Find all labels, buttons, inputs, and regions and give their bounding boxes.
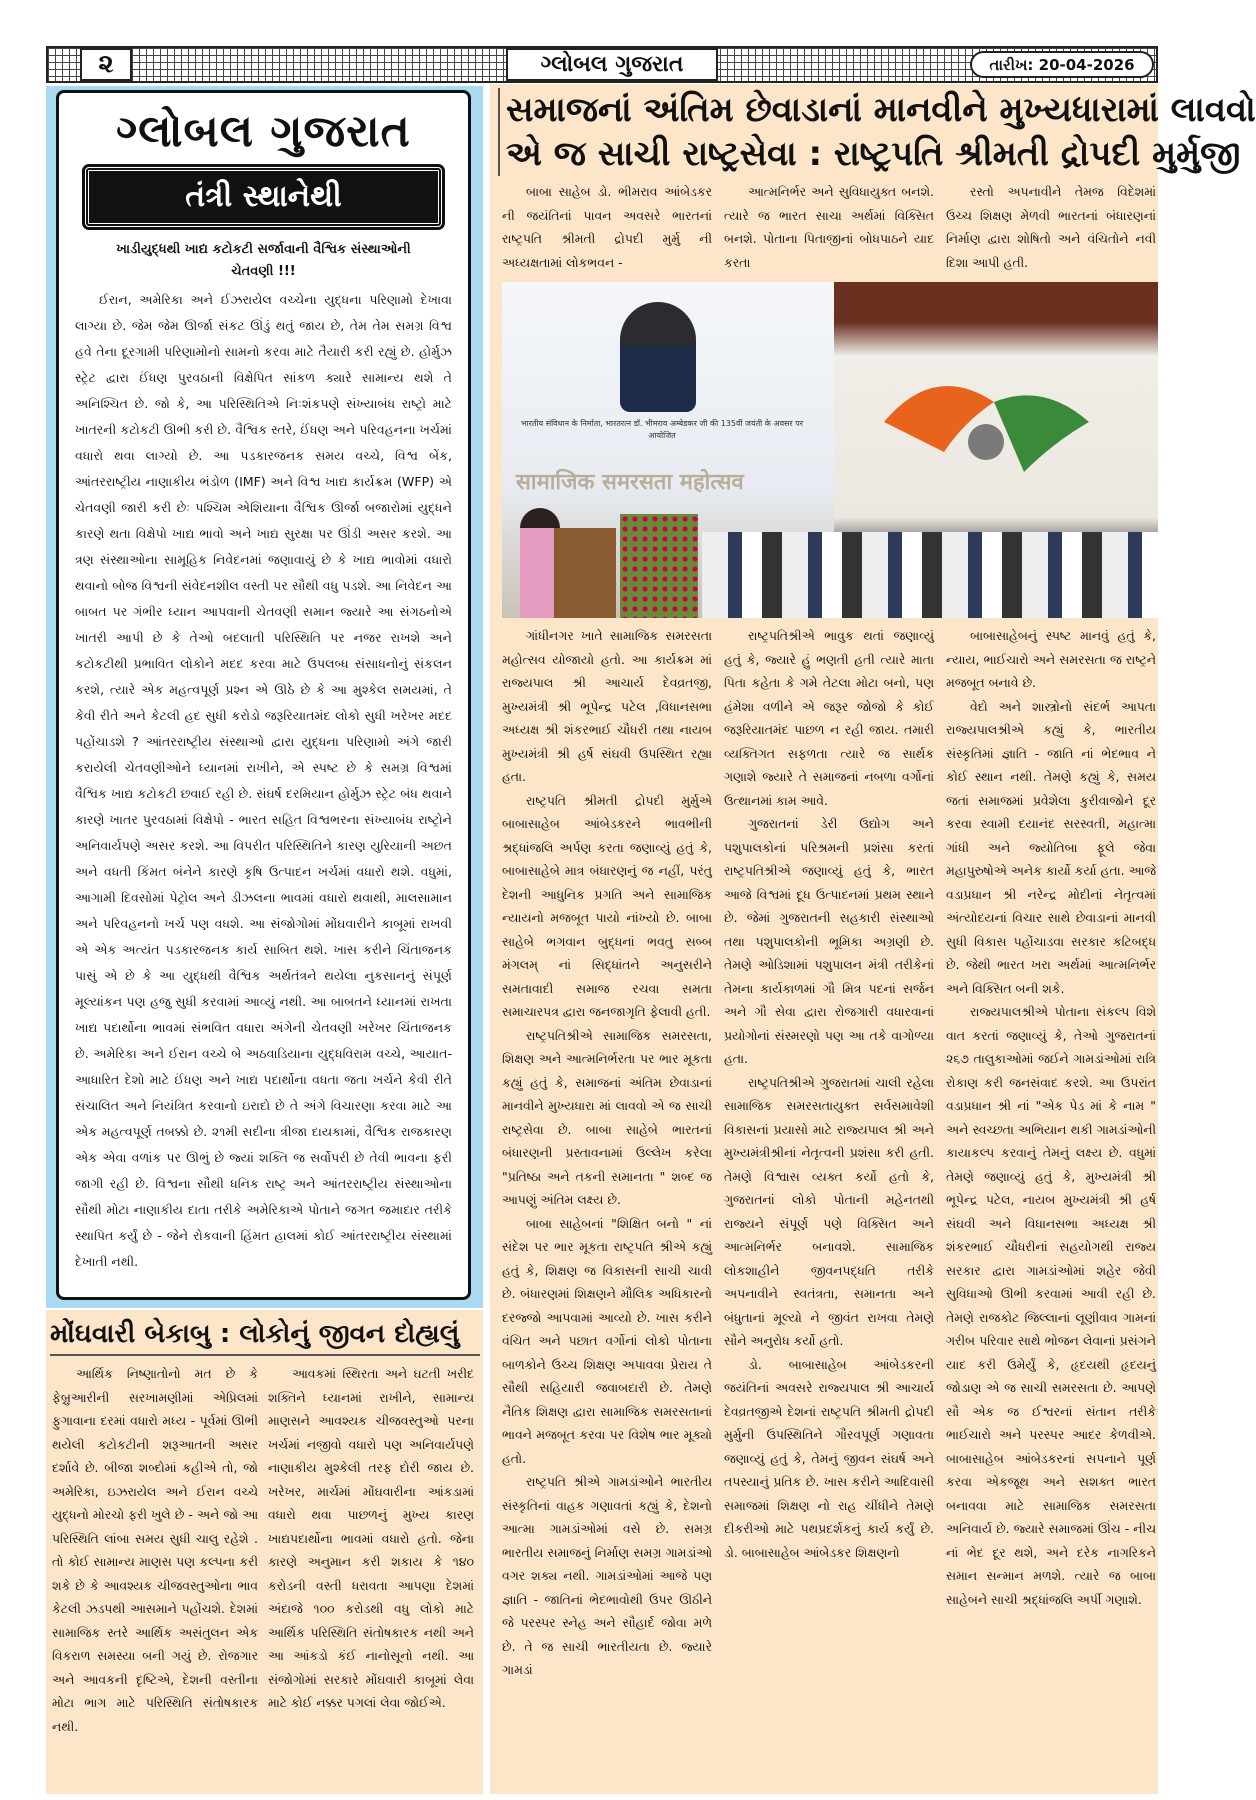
- bottom-column-2: [724, 624, 934, 1790]
- paragraph: રાષ્ટ્રપતિશ્રીએ સામાજિક સમરસતા, શિક્ષણ અને આત્મનિર્ભરતા પર ભાર મૂકતા કહ્યું હતું કે, સમાજનાં અંતિમ છેવાડાનાં માનવીને મુખ્યધારા માં લાવવો એ જ સાચી રાષ્ટ્રસેવા છે. બાબા સાહેબે ભારતનાં બંધારણની પ્રસ્તાવનામાં ઉલ્લેખ કરેલા "પ્રતિષ્ઠા અને તકની સમાનતા " શબ્દ જ આપણું અંતિમ લક્ષ્ય છે.: [502, 1027, 712, 1207]
- ambedkar-portrait: [620, 302, 696, 412]
- masthead: ગ્લોબલ ગુજરાત: [116, 106, 411, 157]
- paragraph: બાબાસાહેબનું સ્પષ્ટ માનવું હતું કે, ન્યાય, ભાઈચારો અને સમરસતા જ રાષ્ટ્રને મજબૂત બનાવે છે.: [946, 628, 1156, 690]
- paragraph: રાષ્ટ્રપતિ શ્રીમતી દ્રોપદી મુર્મુએ બાબાસાહેબ આંબેડકરને ભાવભીની શ્રદ્ધાંજલિ અર્પણ કરતા જણાવ્યું હતું કે, બાબાસાહેબે માત્ર બંધારણનું જ નહીં, પરંતુ દેશની આધુનિક પ્રગતિ અને સામાજિક ન્યાયનો મજબૂત પાયો નાંખ્યો છે. બાબા સાહેબે ભગવાન બુદ્ધનાં ભવતુ સબ્બ મંગલમ્ નાં સિદ્ધાંતને અનુસરીને સમતાવાદી સમાજ રચવા સમતા સમાચારપત્ર દ્વારા જનજાગૃતિ ફેલાવી હતી.: [502, 792, 712, 1019]
- paragraph: ગુજરાતનાં ડેરી ઉદ્યોગ અને પશુપાલકોનાં પરિશ્રમની પ્રશંસા કરતાં રાષ્ટ્રપતિશ્રીએ જણાવ્યું હતું કે, ભારત આજે વિશ્વમાં દૂધ ઉત્પાદનમાં પ્રથમ સ્થાને છે. જેમાં ગુજરાતની સહકારી સંસ્થાઓ તથા પશુપાલકોની ભૂમિકા અગ્રણી છે. તેમણે ઓડિશામાં પશુપાલન મંત્રી તરીકેનાં તેમના કાર્યકાળમાં ગૌ મિત્ર પદનાં સર્જન અને ગૌ સેવા દ્વારા રોજગારી વધારવાનાં પ્રયોગોનાં સંસ્મરણો પણ આ તકે વાગોળ્યા હતા.: [724, 816, 934, 1066]
- headline-line-1: સમાજનાં અંતિમ છેવાડાનાં માનવીને મુખ્યધારામાં લાવવો: [506, 90, 1256, 130]
- editorial-body: [75, 287, 452, 1275]
- main-headline: [498, 88, 1256, 176]
- paragraph: ઈરાન, અમેરિકા અને ઈઝરાયેલ વચ્ચેના યુદ્ધના પરિણામો દેખાવા લાગ્યા છે. જેમ જેમ ઊર્જા સંકટ ઊંડું થતું જાય છે, તેમ તેમ સમગ્ર વિશ્વ હવે તેના દૂરગામી પરિણામોનો સામનો કરવા માટે તૈયારી કરી રહ્યું છે. હોર્મુઝ સ્ટ્રેટ દ્વારા ઈંધણ પુરવઠાની વિક્ષેપિત સાંકળ ક્યારે સામાન્ય થશે તે અનિશ્ચિત છે. જો કે, આ પરિસ્થિતિએ નિઃશંકપણે સંખ્યાબંધ રાષ્ટ્રો માટે ખાતરની કટોકટી ઊભી કરી છે. વૈશ્વિક સ્તરે, ઈંધણ અને પરિવહનના ખર્ચમાં વધારો થવા લાગ્યો છે. આ પડકારજનક સમય વચ્ચે, વિશ્વ બેંક, આંતરરાષ્ટ્રીય નાણાકીય ભંડોળ (IMF) અને વિશ્વ ખાદ્ય કાર્યક્રમ (WFP) એ ચેતવણી જારી કરી છેઃ પશ્ચિમ એશિયાના વૈશ્વિક ઊર્જા બજારોમાં યુદ્ધને કારણે થતા વિક્ષેપો ખાદ્ય ભાવો અને ખાદ્ય સુરક્ષા પર ઊંડી અસર કરશે. આ ત્રણ સંસ્થાઓના સામૂહિક નિવેદનમાં જણાવાયું છે કે ખાદ્ય ભાવોમાં વધારો થવાનો બોજ વિશ્વની સંવેદનશીલ વસ્તી પર સૌથી વધુ પડશે. આ નિવેદન આ બાબત પર ગંભીર ધ્યાન આપવાની ચેતવણી સમાન જ્યારે આ સંગઠનોએ ખાતરી આપી છે કે તેઓ બદલાતી પરિસ્થિતિ પર નજર રાખશે અને કટોકટીથી પ્રભાવિત લોકોને મદદ કરવા માટે ઉપલબ્ધ સંસાધનોનું સંકલન કરશે, ત્યારે એક મહત્વપૂર્ણ પ્રશ્ન એ ઊઠે છે કે આ મુશ્કેલ સમયમાં, તે કેવી રીતે અને કેટલી હદ સુધી કરોડો જરૂરિયાતમંદ લોકો સુધી ખરેખર મદદ પહોંચાડશે ? આંતરરાષ્ટ્રીય સંસ્થાઓ દ્વારા યુદ્ધના પરિણામો અંગે જારી કરાયેલી ચેતવણીઓને ધ્યાનમાં રાખીને, એ સ્પષ્ટ છે કે સમગ્ર વિશ્વમાં વૈશ્વિક ખાદ્ય કટોકટી છવાઈ રહી છે. સંઘર્ષ દરમિયાન હોર્મુઝ સ્ટ્રેટ બંધ થવાને કારણે ખાતર પુરવઠામાં વિક્ષેપો - ભારત સહિત વિશ્વભરના સંખ્યાબંધ રાષ્ટ્રોને અનિવાર્યપણે અસર કરશે. આ વિપરીત પરિસ્થિતિને કારણ યુરિયાની અછત અને વધતી કિંમત બંનેને કારણે કૃષિ ઉત્પાદન ખર્ચમાં વધારો થશે. વધુમાં, આગામી દિવસોમાં પેટ્રોલ અને ડીઝલના ભાવમાં વધારો થવાથી, માલસામાન અને પરિવહનનો ખર્ચ પણ વધશે. આ સંજોગોમાં મોંઘવારીને કાબૂમાં રાખવી એ એક અત્યંત પડકારજનક કાર્ય સાબિત થશે. ખાસ કરીને ચિંતાજનક પાસું એ છે કે આ યુદ્ધથી વૈશ્વિક અર્થતંત્રને થયેલા નુકસાનનું સંપૂર્ણ મૂલ્યાંકન પણ હજુ સુધી કરવામાં આવ્યું નથી. આ બાબતને ધ્યાનમાં રાખતા ખાદ્ય પદાર્થોના ભાવમાં સંભવિત વધારા અંગેની ચેતવણી ખરેખર ચિંતાજનક છે. અમેરિકા અને ઈરાન વચ્ચે બે અઠવાડિયાના યુદ્ધવિરામ વચ્ચે, આયાત-આધારિત દેશો માટે ઈંધણ અને ખાદ્ય પદાર્થોના વધતા જતા ખર્ચને કેવી રીતે સંચાલિત અને નિયંત્રિત કરવાનો ઇરાદો છે તે અંગે વિચારણા કરવા માટે આ એક મહત્વપૂર્ણ તબક્કો છે. ૨૧મી સદીના ત્રીજા દાયકામાં, વૈશ્વિક રાજકારણ એક એવા વળાંક પર ઊભું છે જ્યાં શક્તિ જ સર્વોપરી છે તેવી ભાવના ફરી જાગી રહી છે. વિશ્વના સૌથી ધનિક રાષ્ટ્ર અને આંતરરાષ્ટ્રીય સંસ્થાઓના સૌથી મોટા નાણાકીય દાતા તરીકે અમેરિકાએ પોતાને જગત જમાદાર તરીકે સ્થાપિત કર્યું છે - જેને રોકવાની હિંમત હાલમાં કોઈ આંતરરાષ્ટ્રીય સંસ્થામાં દેખાતી નથી.: [75, 292, 452, 1269]
- paragraph: આર્થિક નિષ્ણાતોનો મત છે કે ફેબ્રુઆરીની સરખામણીમાં એપ્રિલમાં ફુગાવાના દરમાં વધારો મધ્ય - પૂર્વમાં ઊભી થયેલી કટોકટીની શરૂઆતની અસર દર્શાવે છે. બીજા શબ્દોમાં કહીએ તો, જો અમેરિકા, ઇઝરાયેલ અને ઈરાન વચ્ચે યુદ્ધનો મોરચો ફરી ખુલે છે - અને જો આ પરિસ્થિતિ લાંબા સમય સુધી ચાલુ રહેશે . તો કોઈ સામાન્ય માણસ પણ કલ્પના કરી શકે છે કે આવશ્યક ચીજવસ્તુઓના ભાવ કેટલી ઝડપથી આસમાને પહોંચશે. દેશમાં સામાજિક સ્તરે આર્થિક અસંતુલન એક વિકરાળ સમસ્યા બની ગયું છે. રોજગાર અને આવકની દૃષ્ટિએ, દેશની વસ્તીના મોટા ભાગ માટે પરિસ્થિતિ સંતોષકારક નથી.: [52, 1366, 258, 1734]
- dignitaries-row: [702, 532, 1158, 618]
- top-column-3: [946, 180, 1156, 278]
- banner-text: भारतीय संविधान के निर्माता, भारतरत्न डॉ. भीमराव अम्बेडकर जी की 135वीं जयंती के अवसर पर आयोजित: [520, 419, 804, 440]
- paragraph: રાજ્યપાલશ્રીએ પોતાના સંકલ્પ વિશે વાત કરતાં જણાવ્યું કે, તેઓ ગુજરાતનાં ૨૬૭ તાલુકાઓમાં જઈને ગામડાંઓમાં રાત્રિ રોકાણ કરી જનસંવાદ કરશે. આ ઉપરાંત વડાપ્રધાન શ્રી નાં "એક પેડ માં કે નામ " અને સ્વચ્છતા અભિયાન થકી ગામડાંઓની કાયાકલ્પ કરવાનું તેમનું લક્ષ્ય છે. વધુમાં તેમણે જણાવ્યું હતું કે, મુખ્યમંત્રી શ્રી ભૂપેન્દ્ર પટેલ, નાયબ મુખ્યમંત્રી શ્રી હર્ષ સંઘવી અને વિધાનસભા અધ્યક્ષ શ્રી શંકરભાઈ ચૌધરીનાં સહયોગથી રાજ્ય સરકાર દ્વારા ગામડાંઓમાં શહેર જેવી સુવિધાઓ ઊભી કરવામાં આવી રહી છે. તેમણે રાજકોટ જિલ્લાનાં લૂણીવાવ ગામનાં ગરીબ પરિવાર સાથે ભોજન લેવાનાં પ્રસંગને યાદ કરી ઉમેર્યું કે, હૃદયથી હૃદયનું જોડાણ એ જ સાચી સમરસતા છે. આપણે સૌ એક જ ઈશ્વરનાં સંતાન તરીકે ભાઈચારો અને પરસ્પર આદર કેળવીએ. બાબાસાહેબ આંબેડકરનાં સપનાને પૂર્ણ કરવા એકજૂથ અને સશક્ત ભારત બનાવવા માટે સામાજિક સમરસતા અનિવાર્ય છે. જ્યારે સમાજમાં ઊંચ - નીચ નાં ભેદ દૂર થશે, અને દરેક નાગરિકને સમાન સન્માન મળશે. ત્યારે જ બાબા સાહેબને સાચી શ્રદ્ધાંજલિ અર્પી ગણાશે.: [946, 1004, 1156, 1607]
- banner-title: सामाजिक समरसता महोत्सव: [516, 470, 744, 495]
- page-number: ૨: [80, 48, 132, 81]
- bottom-column-3: [946, 624, 1156, 1790]
- date-value: 20-04-2026: [1038, 55, 1135, 74]
- second-article-column-1: [52, 1362, 258, 1790]
- paragraph: ડો. બાબાસાહેબ આંબેડકરની જયંતિનાં અવસરે રાજ્યપાલ શ્રી આચાર્ય દેવવ્રતજીએ દેશનાં રાષ્ટ્રપતિ શ્રીમતી દ્રોપદી મુર્મુની ઉપસ્થિતિને ગૌરવપૂર્ણ ગણાવતા જણાવ્યું હતું કે, તેમનું જીવન સંઘર્ષ અને તપસ્યાનું પ્રતિક છે. ખાસ કરીને આદિવાસી સમાજમાં શિક્ષણ નો રાહ ચીંધીને તેમણે દીકરીઓ માટે પથપ્રદર્શકનું કાર્ય કર્યું છે. ડો. બાબાસાહેબ આંબેડકર શિક્ષણનો: [724, 1356, 934, 1560]
- paragraph: આવકમાં સ્થિરતા અને ઘટતી ખરીદ શક્તિને ધ્યાનમાં રાખીને, સામાન્ય માણસને આવશ્યક ચીજવસ્તુઓ પરના ખર્ચમાં નજીવો વધારો પણ અનિવાર્યપણે નાણાકીય મુશ્કેલી તરફ દોરી જાય છે. ખરેખર, માર્ચમાં મોંઘવારીના આંકડામાં વધારો થવા પાછળનું મુખ્ય કારણ ખાદ્યપદાર્થોના ભાવમાં વધારો હતો. જેના કારણે અનુમાન કરી શકાય કે ૧૪૦ કરોડની વસ્તી ધરાવતા આપણા દેશમાં અંદાજે ૧૦૦ કરોડથી વધુ લોકો માટે આર્થિક પરિસ્થિતિ સંતોષકારક નથી અને આ આંકડો કંઈ નાનોસૂનો નથી. આ સંજોગોમાં સરકારે મોંઘવારી કાબૂમાં લેવા માટે કોઈ નક્કર પગલાં લેવા જોઈએ.: [268, 1366, 474, 1710]
- paragraph: આત્મનિર્ભર અને સુવિધાયુક્ત બનશે. ત્યારે જ ભારત સાચા અર્થમાં વિક્સિત બનશે. પોતાના પિતાજીનાં બોધપાઠને યાદ કરતા: [724, 184, 934, 270]
- floral-tricolor-art: [874, 362, 1094, 512]
- date-label: તારીખ:: [989, 55, 1034, 74]
- paragraph: રાષ્ટ્રપતિ શ્રીએ ગામડાંઓને ભારતીય સંસ્કૃતિનાં વાહક ગણાવતાં કહ્યું કે, દેશનો આત્મા ગામડાંઓમાં વસે છે. સમગ્ર ભારતીય સમાજનું નિર્માણ સમગ્ર ગામડાંઓ વગર શક્ય નથી. ગામડાંઓમાં આજે પણ જ્ઞાતિ - જાતિનાં ભેદભાવોથી ઉપર ઊઠીને જે પરસ્પર સ્નેહ અને સૌહાર્દ જોવા મળે છે. તે જ સાચી ભારતીયતા છે. જ્યારે ગામડાં: [502, 1474, 712, 1677]
- podium: [554, 528, 616, 618]
- main-article: [490, 84, 1256, 1794]
- second-article-headline: મોંઘવારી બેકાબુ : લોકોનું જીવન દોહ્યલું: [50, 1314, 480, 1356]
- second-article-column-2: [268, 1362, 474, 1790]
- top-column-2: [724, 180, 934, 278]
- paragraph: વેદો અને શાસ્ત્રોનો સંદર્ભ આપતા રાજ્યપાલશ્રીએ કહ્યું કે, ભારતીય સંસ્કૃતિમાં જ્ઞાતિ - જાતિ નાં ભેદભાવ ને કોઈ સ્થાન નથી. તેમણે કહ્યું કે, સમય જતાં સમાજમાં પ્રવેશેલા કુરીવાજોને દૂર કરવા સ્વામી દયાનંદ સરસ્વતી, મહાત્મા ગાંધી અને જ્યોતિબા ફૂલે જેવા મહાપુરુષોએ અનેક કાર્યો કર્યા હતા. આજે વડાપ્રધાન શ્રી નરેન્દ્ર મોદીનાં નેતૃત્વમાં અંત્યોદયનાં વિચાર સાથે છેવાડાનાં માનવી સુધી વિકાસ પહોંચાડવા સરકાર કટિબદ્ધ છે. જેથી ભારત ખરા અર્થમાં આત્મનિર્ભર અને વિક્સિત બની શકે.: [946, 698, 1156, 996]
- paragraph: બાબા સાહેબ ડો. ભીમરાવ આંબેડકર ની જયંતિનાં પાવન અવસરે ભારતનાં રાષ્ટ્રપતિ શ્રીમતી દ્રોપદી મુર્મુ ની અધ્યક્ષતામાં લોકભવન -: [502, 184, 712, 270]
- section-title: તંત્રી સ્થાનેથી: [85, 167, 442, 227]
- event-photo: [502, 282, 1158, 618]
- paragraph: રાષ્ટ્રપતિશ્રીએ ગુજરાતમાં ચાલી રહેલા સામાજિક સમરસતાયુક્ત સર્વસમાવેશી વિકાસનાં પ્રયાસો માટે રાજ્યપાલ શ્રી અને મુખ્યમંત્રીશ્રીનાં નેતૃત્વની પ્રશંસા કરી હતી. તેમણે વિશ્વાસ વ્યક્ત કર્યો હતો કે, ગુજરાતનાં લોકો પોતાની મહેનતથી રાજ્યને સંપૂર્ણ પણે વિક્સિત અને આત્મનિર્ભર બનાવશે. સામાજિક લોકશાહીને જીવનપદ્ધતિ તરીકે અપનાવીને સ્વતંત્રતા, સમાનતા અને બંધુતાનાં મૂલ્યો ને જીવંત રાખવા તેમણે સૌને અનુરોધ કર્યો હતો.: [724, 1074, 934, 1348]
- flower-decoration: [620, 514, 698, 618]
- editorial-column: [46, 86, 483, 1308]
- headline-line-2: એ જ સાચી રાષ્ટ્રસેવા : રાષ્ટ્રપતિ શ્રીમતી દ્રોપદી મુર્મુજી: [506, 134, 1241, 174]
- bottom-column-1: [502, 624, 712, 1790]
- page-header: [46, 46, 1158, 83]
- editorial-headline: ખાડીયુદ્ધથી ખાદ્ય કટોકટી સર્જાવાની વૈશ્વિક સંસ્થાઓની ચેતવણી !!!: [116, 242, 411, 279]
- paragraph: રાષ્ટ્રપતિશ્રીએ ભાવુક થતાં જણાવ્યું હતું કે, જ્યારે હું ભણતી હતી ત્યારે માતા પિતા કહેતા કે ગમે તેટલા મોટા બનો, પણ હંમેશા વળીને એ જરૂર જોજો કે કોઈ જરૂરિયાતમંદ પાછળ ન રહી જાય. તમારી વ્યક્તિગત સફળતા ત્યારે જ સાર્થક ગણાશે જ્યારે તે સમાજનાં નબળા વર્ગોનાં ઉત્થાનમાં કામ આવે.: [724, 628, 934, 808]
- paper-name: ગ્લોબલ ગુજરાત: [506, 48, 718, 81]
- date-badge: [970, 51, 1154, 78]
- editorial-box: [56, 90, 471, 1300]
- paragraph: બાબા સાહેબનાં "શિક્ષિત બનો " નાં સંદેશ પર ભાર મૂકતા રાષ્ટ્રપતિ શ્રીએ કહ્યું હતું કે, શિક્ષણ જ વિકાસની સાચી ચાવી છે. બંધારણમાં શિક્ષણને મૌલિક અધિકારનો દરજ્જો આપવામાં આવ્યો છે. ખાસ કરીને વંચિત અને પછાત વર્ગોનાં લોકો પોતાના બાળકોને ઉચ્ચ શિક્ષણ અપાવવા પ્રેરાય તે સૌથી સહિયારી જવાબદારી છે. તેમણે નૈતિક શિક્ષણ દ્વારા સામાજિક સમરસતાનાં ભાવને મજબૂત કરવા પર વિશેષ ભાર મૂક્યો હતો.: [502, 1215, 712, 1466]
- second-article: [46, 1310, 483, 1794]
- top-column-1: [502, 180, 712, 278]
- paragraph: રસ્તો અપનાવીને તેમજ વિદેશમાં ઉચ્ચ શિક્ષણ મેળવી ભારતનાં બંધારણનાં નિર્માણ દ્વારા શોષિતો અને વંચિતોને નવી દિશા આપી હતી.: [946, 184, 1156, 270]
- paragraph: ગાંધીનગર ખાતે સામાજિક સમરસતા મહોત્સવ યોજાયો હતો. આ કાર્યક્રમ માં રાજ્યપાલ શ્રી આચાર્ય દેવવ્રતજી, મુખ્યમંત્રી શ્રી ભૂપેન્દ્ર પટેલ ,વિધાનસભા અધ્યક્ષ શ્રી શંકરભાઈ ચૌધરી તથા નાયબ મુખ્યમંત્રી શ્રી હર્ષ સંઘવી ઉપસ્થિત રહ્યા હતા.: [502, 628, 712, 784]
